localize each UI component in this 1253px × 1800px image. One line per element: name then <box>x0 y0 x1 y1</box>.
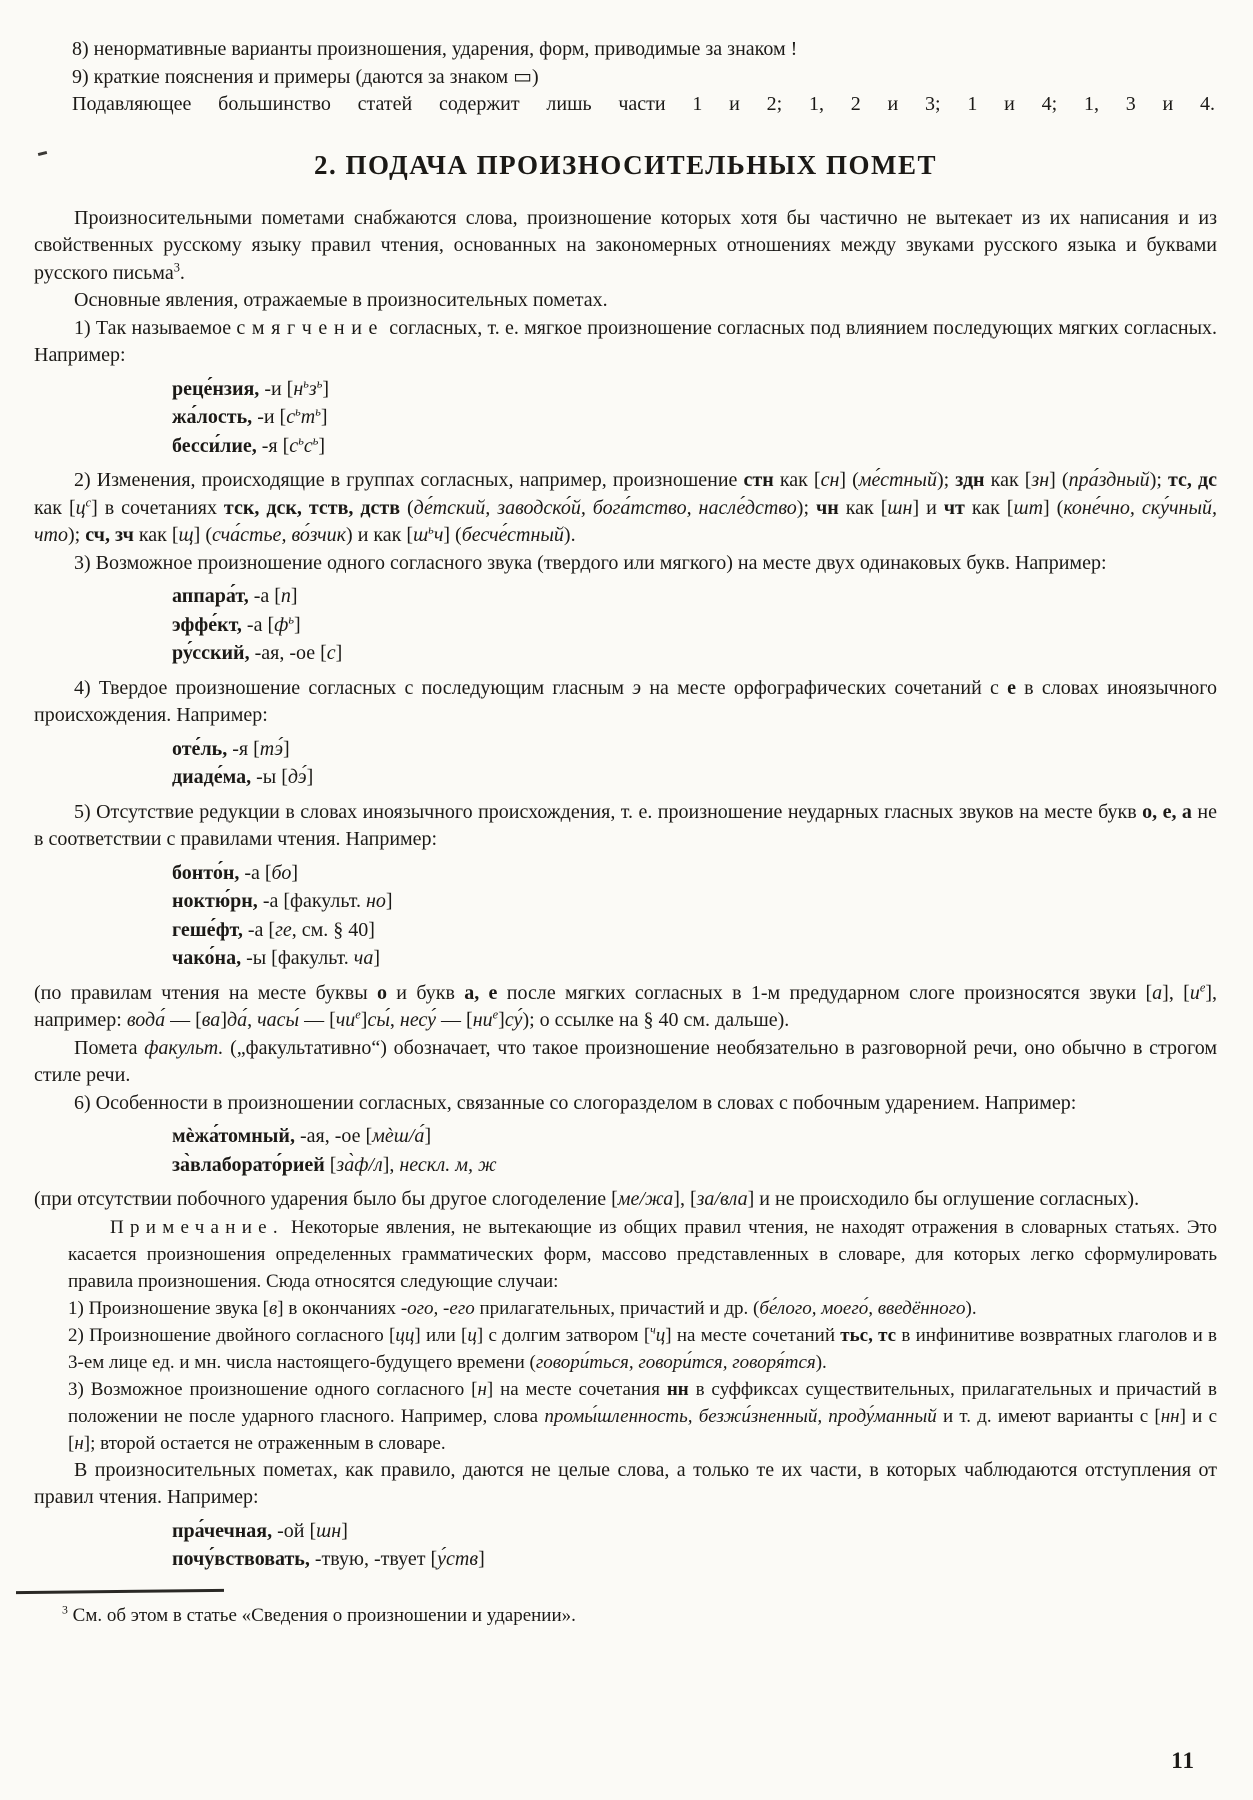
paragraph-item-6-syllable: 6) Особенности в произношении согласных, связанные со слогоразделом в словах с побочным ударением. Например: <box>74 1091 1077 1114</box>
example-line: за̀влаборато́рией [за̀ф/л], нескл. м, ж <box>172 1153 497 1176</box>
note-paragraph: Примечание. Некоторые явления, не вытекающие из общих правил чтения, не находят отражения в словарных статьях. Это касается произношения определенных грамматических форм, массово представленных в словаре, для которых легко сформулировать правила произношения. Сюда относятся следующие случаи: <box>68 1216 1217 1292</box>
example-block-softening <box>172 375 1217 461</box>
paragraph-item-3-double-letters: 3) Возможное произношение одного согласного звука (твердого или мягкого) на месте двух одинаковых букв. Например: <box>74 551 1107 574</box>
paragraph-item-1-softening: 1) Так называемое смягчение согласных, т. е. мягкое произношение согласных под влиянием последующих мягких согласных. Например: <box>34 316 1218 366</box>
note-block <box>68 1214 1217 1457</box>
example-block-partial-words <box>172 1517 1217 1574</box>
paragraph-fakult-label: Помета факульт. („факультативно“) обозначает, что такое произношение необязательно в разговорной речи, оно обычно в строгом стиле речи. <box>34 1036 1217 1086</box>
example-line: бонто́н, -а [бо] <box>172 861 299 884</box>
paragraph-reading-rules-note: (по правилам чтения на месте буквы о и букв а, е после мягких согласных в 1-м предударном слоге произносятся звуки [а], $[и^е]$, например: вода́ — [ва]да́, часы́ — $[чи^е]сы́$, несу́ — $[ни^е]су́$); о ссылке на § 40 см. дальше). <box>34 979 1217 1031</box>
intro-item-8: 8) ненормативные варианты произношения, ударения, форм, приводимые за знаком ! <box>72 38 798 60</box>
example-line: почу́вствовать, -твую, -твует [у́ств] <box>172 1548 485 1570</box>
paragraph-partial-words: В произносительных пометах, как правило, даются не целые слова, а только те их части, в которых чаблюдаются отступления от правил чтения. Например: <box>34 1458 1217 1508</box>
intro-list <box>34 36 1217 119</box>
footnote-text: $^3$ См. об этом в статье «Сведения о произношении и ударении». <box>62 1603 576 1626</box>
example-line: ру́сский, -ая, -ое [с] <box>172 642 343 664</box>
example-line: диаде́ма, -ы [дэ́] <box>172 766 314 788</box>
intro-item-9: 9) краткие пояснения и примеры (даются за знаком ▭) <box>72 65 539 88</box>
paragraph-intro: Произносительными пометами снабжаются слова, произношение которых хотя бы частично не вытекает из их написания и из свойственных русскому языку правил чтения, основанных на закономерных отношениях между звуками русского языка и буквами русского письма$^3$. <box>34 206 1217 284</box>
example-line: жа́лость, -и $[с^ьт^ь]$ <box>172 404 328 428</box>
example-line: аппара́т, -а [п] <box>172 585 298 607</box>
intro-closing-line: Подавляющее большинство статей содержит лишь части 1 и 2; 1, 2 и 3; 1 и 4; 1, 3 и 4. <box>72 93 1215 115</box>
footnote-divider <box>16 1588 224 1593</box>
note-item-1: 1) Произношение звука [в] в окончаниях -ого, -его прилагательных, причастий и др. (бе́лого, моего́, введённого). <box>68 1297 977 1319</box>
example-line: бесси́лие, -я $[с^ьс^ь]$ <box>172 432 326 457</box>
note-item-3: 3) Возможное произношение одного согласного [н] на месте сочетания нн в суффиксах существительных, прилагательных и причастий в положении не после ударного гласного. Например, слова промы́шленность, безжи́зненный, проду́манный и т. д. имеют варианты с [нн] и с [н]; второй остается не отраженным в словаре. <box>68 1378 1217 1454</box>
paragraph-item-5-no-reduction: 5) Отсутствие редукции в словах иноязычного происхождения, т. е. произношение неударных гласных звуков на месте букв о, е, а не в соответствии с правилами чтения. Например: <box>34 800 1217 850</box>
example-line: реце́нзия, -и $[н^ьз^ь]$ <box>172 375 330 400</box>
example-line: ноктю́рн, -а [факульт. но] <box>172 890 393 912</box>
section-heading: 2. ПОДАЧА ПРОИЗНОСИТЕЛЬНЫХ ПОМЕТ <box>313 149 937 180</box>
example-block-syllable <box>172 1122 1217 1179</box>
example-line: мѐжа́томный, -ая, -ое [мѐш/а́] <box>172 1125 432 1147</box>
paragraph-item-4-hard-e: 4) Твердое произношение согласных с последующим гласным э на месте орфографических сочетаний с е в словах иноязычного происхождения. Например: <box>34 676 1217 726</box>
page-number: 11 <box>1171 1747 1195 1773</box>
paragraph-secondary-stress-note: (при отсутствии побочного ударения было бы другое слогоделение [ме/жа], [за/вла] и не происходило бы оглушение согласных). <box>34 1188 1140 1210</box>
note-item-2: 2) Произношение двойного согласного [цц] или [ц] с долгим затвором [$^ч$ц] на месте сочетаний тьс, тс в инфинитиве возвратных глаголов и в 3-ем лице ед. и мн. числа настоящего-будущего времени (говори́ться, говори́тся, говоря́тся). <box>68 1323 1217 1373</box>
example-line: пра́чечная, -ой [шн] <box>172 1519 348 1542</box>
paragraph-item-2-clusters: 2) Изменения, происходящие в группах согласных, например, произношение стн как [сн] (ме́стный); здн как [зн] (пра́здный); тс, дс как $[ц^с]$ в сочетаниях тск, дск, тств, дств (де́тский, заводско́й, бога́тство, насле́дство); чн как [шн] и чт как [шт] (коне́чно, ску́чный, что); сч, зч как [щ] (сча́стье, во́зчик) и как $[ш^ьч]$ (бесче́стный). <box>34 469 1217 546</box>
paragraph-phenomena: Основные явления, отражаемые в произносительных пометах. <box>74 289 608 311</box>
example-line: оте́ль, -я [тэ́] <box>172 737 290 760</box>
example-line: чако́на, -ы [факульт. ча] <box>172 947 381 969</box>
example-block-hard-e <box>172 735 1217 792</box>
example-line: эффе́кт, -а $[ф^ь]$ <box>172 611 301 636</box>
example-block-no-reduction <box>172 859 1217 973</box>
example-line: геше́фт, -а [ге, см. § 40] <box>172 918 375 941</box>
example-block-double-letters <box>172 582 1217 668</box>
